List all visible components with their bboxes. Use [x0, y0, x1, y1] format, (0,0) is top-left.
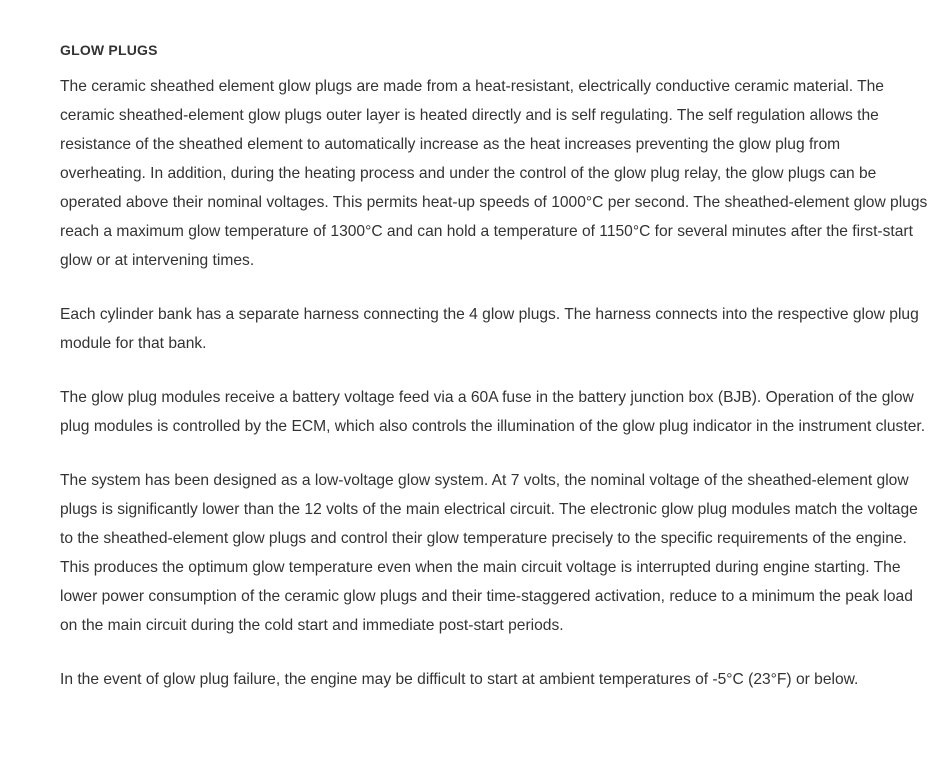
paragraph-glow-plug-failure: In the event of glow plug failure, the engine may be difficult to start at ambient temperatures of -5°C (23°F) or below. [60, 671, 859, 688]
paragraph-glow-plug-modules: The glow plug modules receive a battery voltage feed via a 60A fuse in the battery junction box (BJB). Operation of the glow plug modules is controlled by the ECM, which also controls the illumination of the glow plug indicator in the instrument cluster. [60, 389, 926, 435]
paragraph-harness: Each cylinder bank has a separate harness connecting the 4 glow plugs. The harness connects into the respective glow plug module for that bank. [60, 306, 919, 352]
section-heading: GLOW PLUGS [60, 42, 158, 58]
article-content [60, 41, 930, 694]
paragraph-ceramic-glow-plugs: The ceramic sheathed element glow plugs are made from a heat-resistant, electrically conductive ceramic material. The ceramic sheathed-element glow plugs outer layer is heated directly and is self regulating. The self regulation allows the resistance of the sheathed element to automatically increase as the heat increases preventing the glow plug from overheating. In addition, during the heating process and under the control of the glow plug relay, the glow plugs can be operated above their nominal voltages. This permits heat-up speeds of 1000°C per second. The sheathed-element glow plugs reach a maximum glow temperature of 1300°C and can hold a temperature of 1150°C for several minutes after the first-start glow or at intervening times. [60, 78, 928, 269]
paragraph-low-voltage-system: The system has been designed as a low-voltage glow system. At 7 volts, the nominal voltage of the sheathed-element glow plugs is significantly lower than the 12 volts of the main electrical circuit. The electronic glow plug modules match the voltage to the sheathed-element glow plugs and control their glow temperature precisely to the specific requirements of the engine. This produces the optimum glow temperature even when the main circuit voltage is interrupted during engine starting. The lower power consumption of the ceramic glow plugs and their time-staggered activation, reduce to a minimum the peak load on the main circuit during the cold start and immediate post-start periods. [60, 472, 918, 634]
